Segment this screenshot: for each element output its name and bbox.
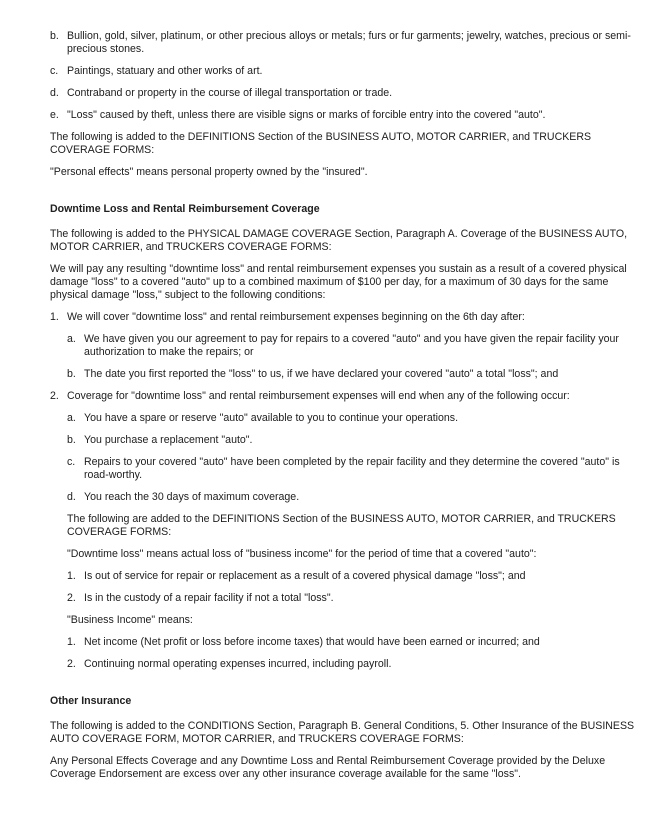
business-income-item-2 bbox=[67, 658, 635, 671]
list-item-text: You have a spare or reserve "auto" available to you to continue your operations. bbox=[84, 412, 459, 424]
other-insurance-heading: Other Insurance bbox=[50, 695, 132, 707]
list-item-text: Continuing normal operating expenses incurred, including payroll. bbox=[84, 658, 392, 670]
sub-item-1a bbox=[67, 333, 635, 359]
list-item-marker: d. bbox=[67, 491, 76, 503]
business-income-item-1 bbox=[67, 636, 635, 649]
business-income-list bbox=[67, 636, 635, 671]
list-item-d bbox=[50, 87, 635, 100]
list-item-text: You purchase a replacement "auto". bbox=[84, 434, 253, 446]
list-item-marker: 1. bbox=[50, 311, 59, 323]
condition-item-2 bbox=[50, 390, 635, 403]
condition-1-sub-list bbox=[67, 333, 635, 381]
personal-effects-definition-paragraph: "Personal effects" means personal property owned by the "insured". bbox=[50, 166, 368, 178]
list-item-marker: b. bbox=[67, 368, 76, 380]
list-item-marker: 2. bbox=[67, 658, 76, 670]
downtime-loss-item-2 bbox=[67, 592, 635, 605]
downtime-loss-list bbox=[67, 570, 635, 605]
list-item-e bbox=[50, 109, 635, 122]
other-insurance-text-paragraph: Any Personal Effects Coverage and any Downtime Loss and Rental Reimbursement Coverage provided by the Deluxe Coverage Endorsement are excess over any other insurance coverage available for the same "loss". bbox=[50, 755, 606, 780]
list-item-text: Net income (Net profit or loss before income taxes) that would have been earned or incurred; and bbox=[84, 636, 540, 648]
list-item-marker: 2. bbox=[67, 592, 76, 604]
business-income-lead-paragraph: "Business Income" means: bbox=[67, 614, 193, 626]
sub-item-2c bbox=[67, 456, 635, 482]
sub-item-2a bbox=[67, 412, 635, 425]
list-item-marker: d. bbox=[50, 87, 59, 99]
list-item-text: The date you first reported the "loss" to us, if we have declared your covered "auto" a total "loss"; and bbox=[84, 368, 559, 380]
sub-item-1b bbox=[67, 368, 635, 381]
list-item-marker: 2. bbox=[50, 390, 59, 402]
list-item-text: Contraband or property in the course of illegal transportation or trade. bbox=[67, 87, 393, 99]
list-item-text: "Loss" caused by theft, unless there are visible signs or marks of forcible entry into the covered "auto". bbox=[67, 109, 546, 121]
physical-damage-intro-paragraph: The following is added to the PHYSICAL DAMAGE COVERAGE Section, Paragraph A. Coverage of the BUSINESS AUTO, MOTOR CARRIER, and TRUCKERS COVERAGE FORMS: bbox=[50, 228, 628, 253]
downtime-conditions-list bbox=[50, 311, 635, 504]
list-item-marker: e. bbox=[50, 109, 59, 121]
downtime-coverage-heading: Downtime Loss and Rental Reimbursement Coverage bbox=[50, 203, 320, 215]
downtime-payment-terms-paragraph: We will pay any resulting "downtime loss" and rental reimbursement expenses you sustain as a result of a covered physical damage "loss" to a covered "auto" up to a combined maximum of $100 per day, for a maximum of 30 days for the same physical damage "loss," subject to the following conditions: bbox=[50, 263, 627, 301]
definitions-intro-paragraph: The following is added to the DEFINITIONS Section of the BUSINESS AUTO, MOTOR CARRIER, and TRUCKERS COVERAGE FORMS: bbox=[50, 131, 592, 156]
list-item-text: Is out of service for repair or replacement as a result of a covered physical damage "loss"; and bbox=[84, 570, 526, 582]
list-item-c bbox=[50, 65, 635, 78]
downtime-loss-definition-paragraph: "Downtime loss" means actual loss of "business income" for the period of time that a covered "auto": bbox=[67, 548, 537, 560]
condition-2-sub-list bbox=[67, 412, 635, 504]
list-item-text: We have given you our agreement to pay for repairs to a covered "auto" and you have given the repair facility your authorization to make the repairs; or bbox=[84, 333, 619, 358]
other-insurance-intro-paragraph: The following is added to the CONDITIONS Section, Paragraph B. General Conditions, 5. Other Insurance of the BUSINESS AUTO COVERAGE FORM, MOTOR CARRIER, and TRUCKERS COVERAGE FORMS: bbox=[50, 720, 635, 745]
downtime-loss-item-1 bbox=[67, 570, 635, 583]
list-item-b bbox=[50, 30, 635, 56]
list-item-text: Is in the custody of a repair facility if not a total "loss". bbox=[84, 592, 334, 604]
list-item-marker: c. bbox=[67, 456, 76, 468]
sub-item-2d bbox=[67, 491, 635, 504]
list-item-marker: b. bbox=[67, 434, 76, 446]
list-item-marker: a. bbox=[67, 412, 76, 424]
list-item-marker: b. bbox=[50, 30, 59, 42]
list-item-text: Paintings, statuary and other works of art. bbox=[67, 65, 263, 77]
sub-item-2b bbox=[67, 434, 635, 447]
definitions-added-intro-paragraph: The following are added to the DEFINITIONS Section of the BUSINESS AUTO, MOTOR CARRIER, and TRUCKERS COVERAGE FORMS: bbox=[67, 513, 616, 538]
list-item-marker: a. bbox=[67, 333, 76, 345]
downtime-definitions-section bbox=[67, 513, 635, 671]
list-item-text: You reach the 30 days of maximum coverage. bbox=[84, 491, 300, 503]
list-item-marker: 1. bbox=[67, 636, 76, 648]
list-item-text: Bullion, gold, silver, platinum, or other precious alloys or metals; furs or fur garments; jewelry, watches, precious or semi-precious stones. bbox=[67, 30, 631, 55]
list-item-text: We will cover "downtime loss" and rental reimbursement expenses beginning on the 6th day after: bbox=[67, 311, 525, 323]
list-item-text: Repairs to your covered "auto" have been completed by the repair facility and they determine the covered "auto" is road-worthy. bbox=[84, 456, 620, 481]
excluded-property-list bbox=[50, 30, 635, 122]
list-item-text: Coverage for "downtime loss" and rental reimbursement expenses will end when any of the following occur: bbox=[67, 390, 570, 402]
list-item-marker: 1. bbox=[67, 570, 76, 582]
list-item-marker: c. bbox=[50, 65, 59, 77]
condition-item-1 bbox=[50, 311, 635, 324]
